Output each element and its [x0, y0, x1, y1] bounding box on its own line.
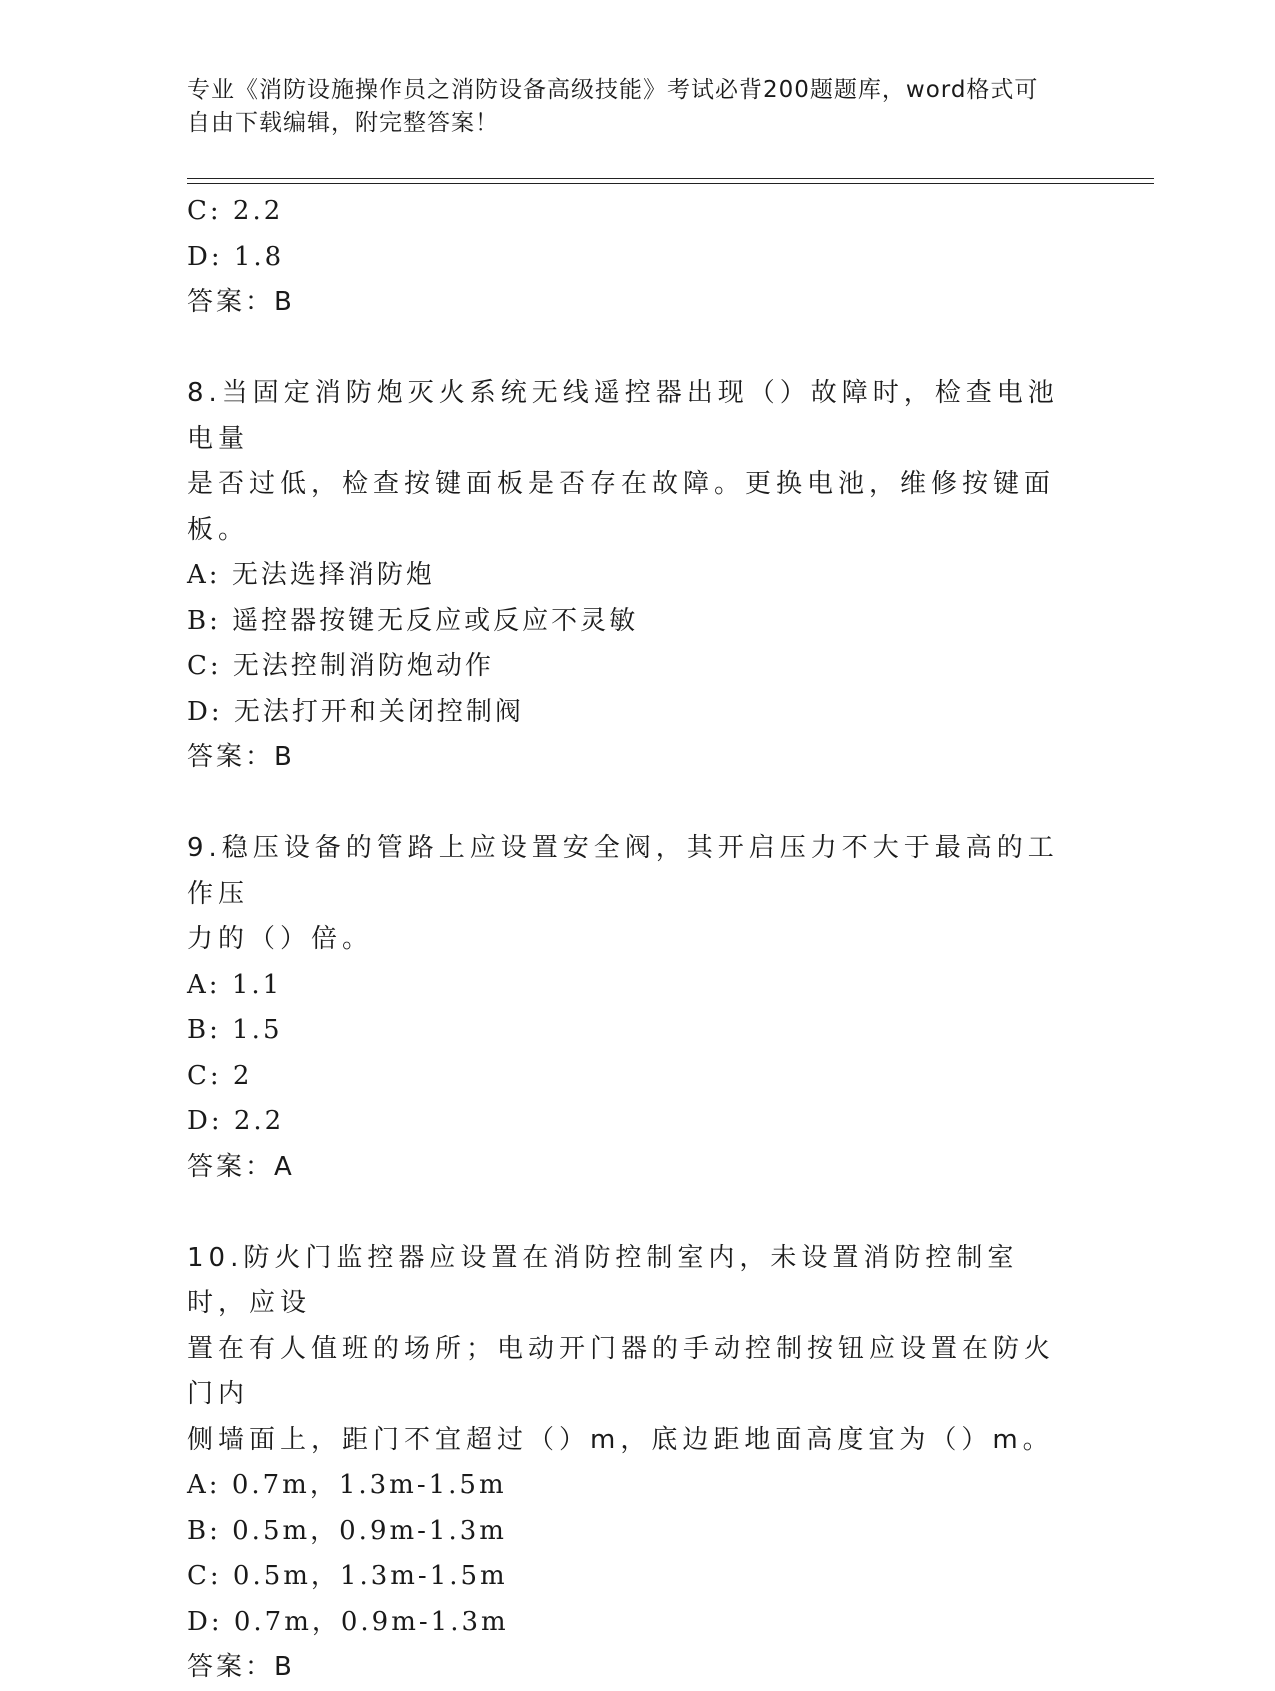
option-text: 0.5m，1.3m-1.5m — [232, 1561, 508, 1591]
option-letter: D: — [187, 241, 223, 272]
option-text: 2.2 — [233, 1106, 285, 1136]
question-stem-line: 8.当固定消防炮灭火系统无线遥控器出现（）故障时，检查电池电量 — [187, 378, 1059, 454]
option-text: 0.5m，0.9m-1.3m — [232, 1515, 507, 1546]
option-text: 1.8 — [233, 241, 285, 272]
option-letter: D: — [187, 696, 223, 727]
option-c — [187, 1554, 1087, 1600]
header-title-line-1: 专业《消防设施操作员之消防设备高级技能》考试必背200题题库，word格式可 — [187, 77, 1039, 103]
answer-line: 答案：A — [187, 1151, 295, 1182]
option-a — [187, 553, 1087, 599]
option-text: 2 — [232, 1060, 253, 1091]
option-text: 遥控器按键无反应或反应不灵敏 — [232, 605, 639, 636]
option-d — [187, 1600, 1087, 1646]
answer-line: 答案：B — [187, 742, 295, 772]
option-b — [187, 599, 1087, 645]
option-text: 0.7m，0.9m-1.3m — [233, 1606, 509, 1637]
option-text: 1.5 — [232, 1015, 283, 1045]
option-letter: D: — [187, 1606, 223, 1637]
option-letter: A: — [187, 969, 221, 1000]
answer-line: 答案：B — [187, 1652, 295, 1682]
option-letter: C: — [187, 1060, 222, 1091]
option-d — [187, 1099, 1087, 1145]
option-d — [187, 690, 1087, 736]
option-b — [187, 1008, 1087, 1054]
question-stem-line: 9.稳压设备的管路上应设置安全阀，其开启压力不大于最高的工作压 — [187, 833, 1059, 909]
answer-line: 答案：B — [187, 287, 295, 317]
question-stem-line: 是否过低，检查按键面板是否存在故障。更换电池，维修按键面板。 — [187, 469, 1056, 545]
option-b — [187, 1509, 1087, 1555]
header-divider-bottom — [187, 183, 1154, 184]
question-stem-line: 力的（）倍。 — [187, 924, 374, 954]
question-stem-line: 侧墙面上，距门不宜超过（）m，底边距地面高度宜为（）m。 — [187, 1424, 1054, 1455]
option-letter: B: — [187, 605, 221, 636]
option-letter: C: — [187, 651, 222, 681]
option-text: 1.1 — [231, 969, 283, 1000]
option-letter: B: — [187, 1015, 221, 1045]
question-stem-line: 10.防火门监控器应设置在消防控制室内，未设置消防控制室时，应设 — [187, 1242, 1019, 1318]
question-9 — [187, 826, 1087, 1190]
option-letter: C: — [187, 196, 222, 226]
option-letter: C: — [187, 1561, 222, 1591]
question-list — [187, 189, 1087, 1691]
option-c — [187, 1054, 1087, 1100]
option-d — [187, 235, 1087, 281]
header-title-line-2: 自由下载编辑，附完整答案！ — [187, 110, 499, 136]
header-divider-top — [187, 178, 1154, 179]
question-10 — [187, 1236, 1087, 1691]
option-text: 2.2 — [232, 196, 284, 226]
option-letter: A: — [187, 1470, 221, 1500]
option-a — [187, 1463, 1087, 1509]
option-text: 无法控制消防炮动作 — [232, 651, 494, 681]
option-c — [187, 189, 1087, 235]
option-text: 无法选择消防炮 — [231, 560, 435, 590]
question-stem-line: 置在有人值班的场所；电动开门器的手动控制按钮应设置在防火门内 — [187, 1333, 1056, 1409]
previous-question-fragment — [187, 189, 1087, 326]
option-letter: A: — [187, 560, 221, 590]
option-text: 0.7m，1.3m-1.5m — [231, 1470, 507, 1500]
document-header — [187, 74, 1087, 140]
option-letter: D: — [187, 1106, 223, 1136]
question-8 — [187, 371, 1087, 781]
option-letter: B: — [187, 1515, 221, 1546]
option-a — [187, 963, 1087, 1009]
option-c — [187, 644, 1087, 690]
option-text: 无法打开和关闭控制阀 — [233, 696, 524, 727]
